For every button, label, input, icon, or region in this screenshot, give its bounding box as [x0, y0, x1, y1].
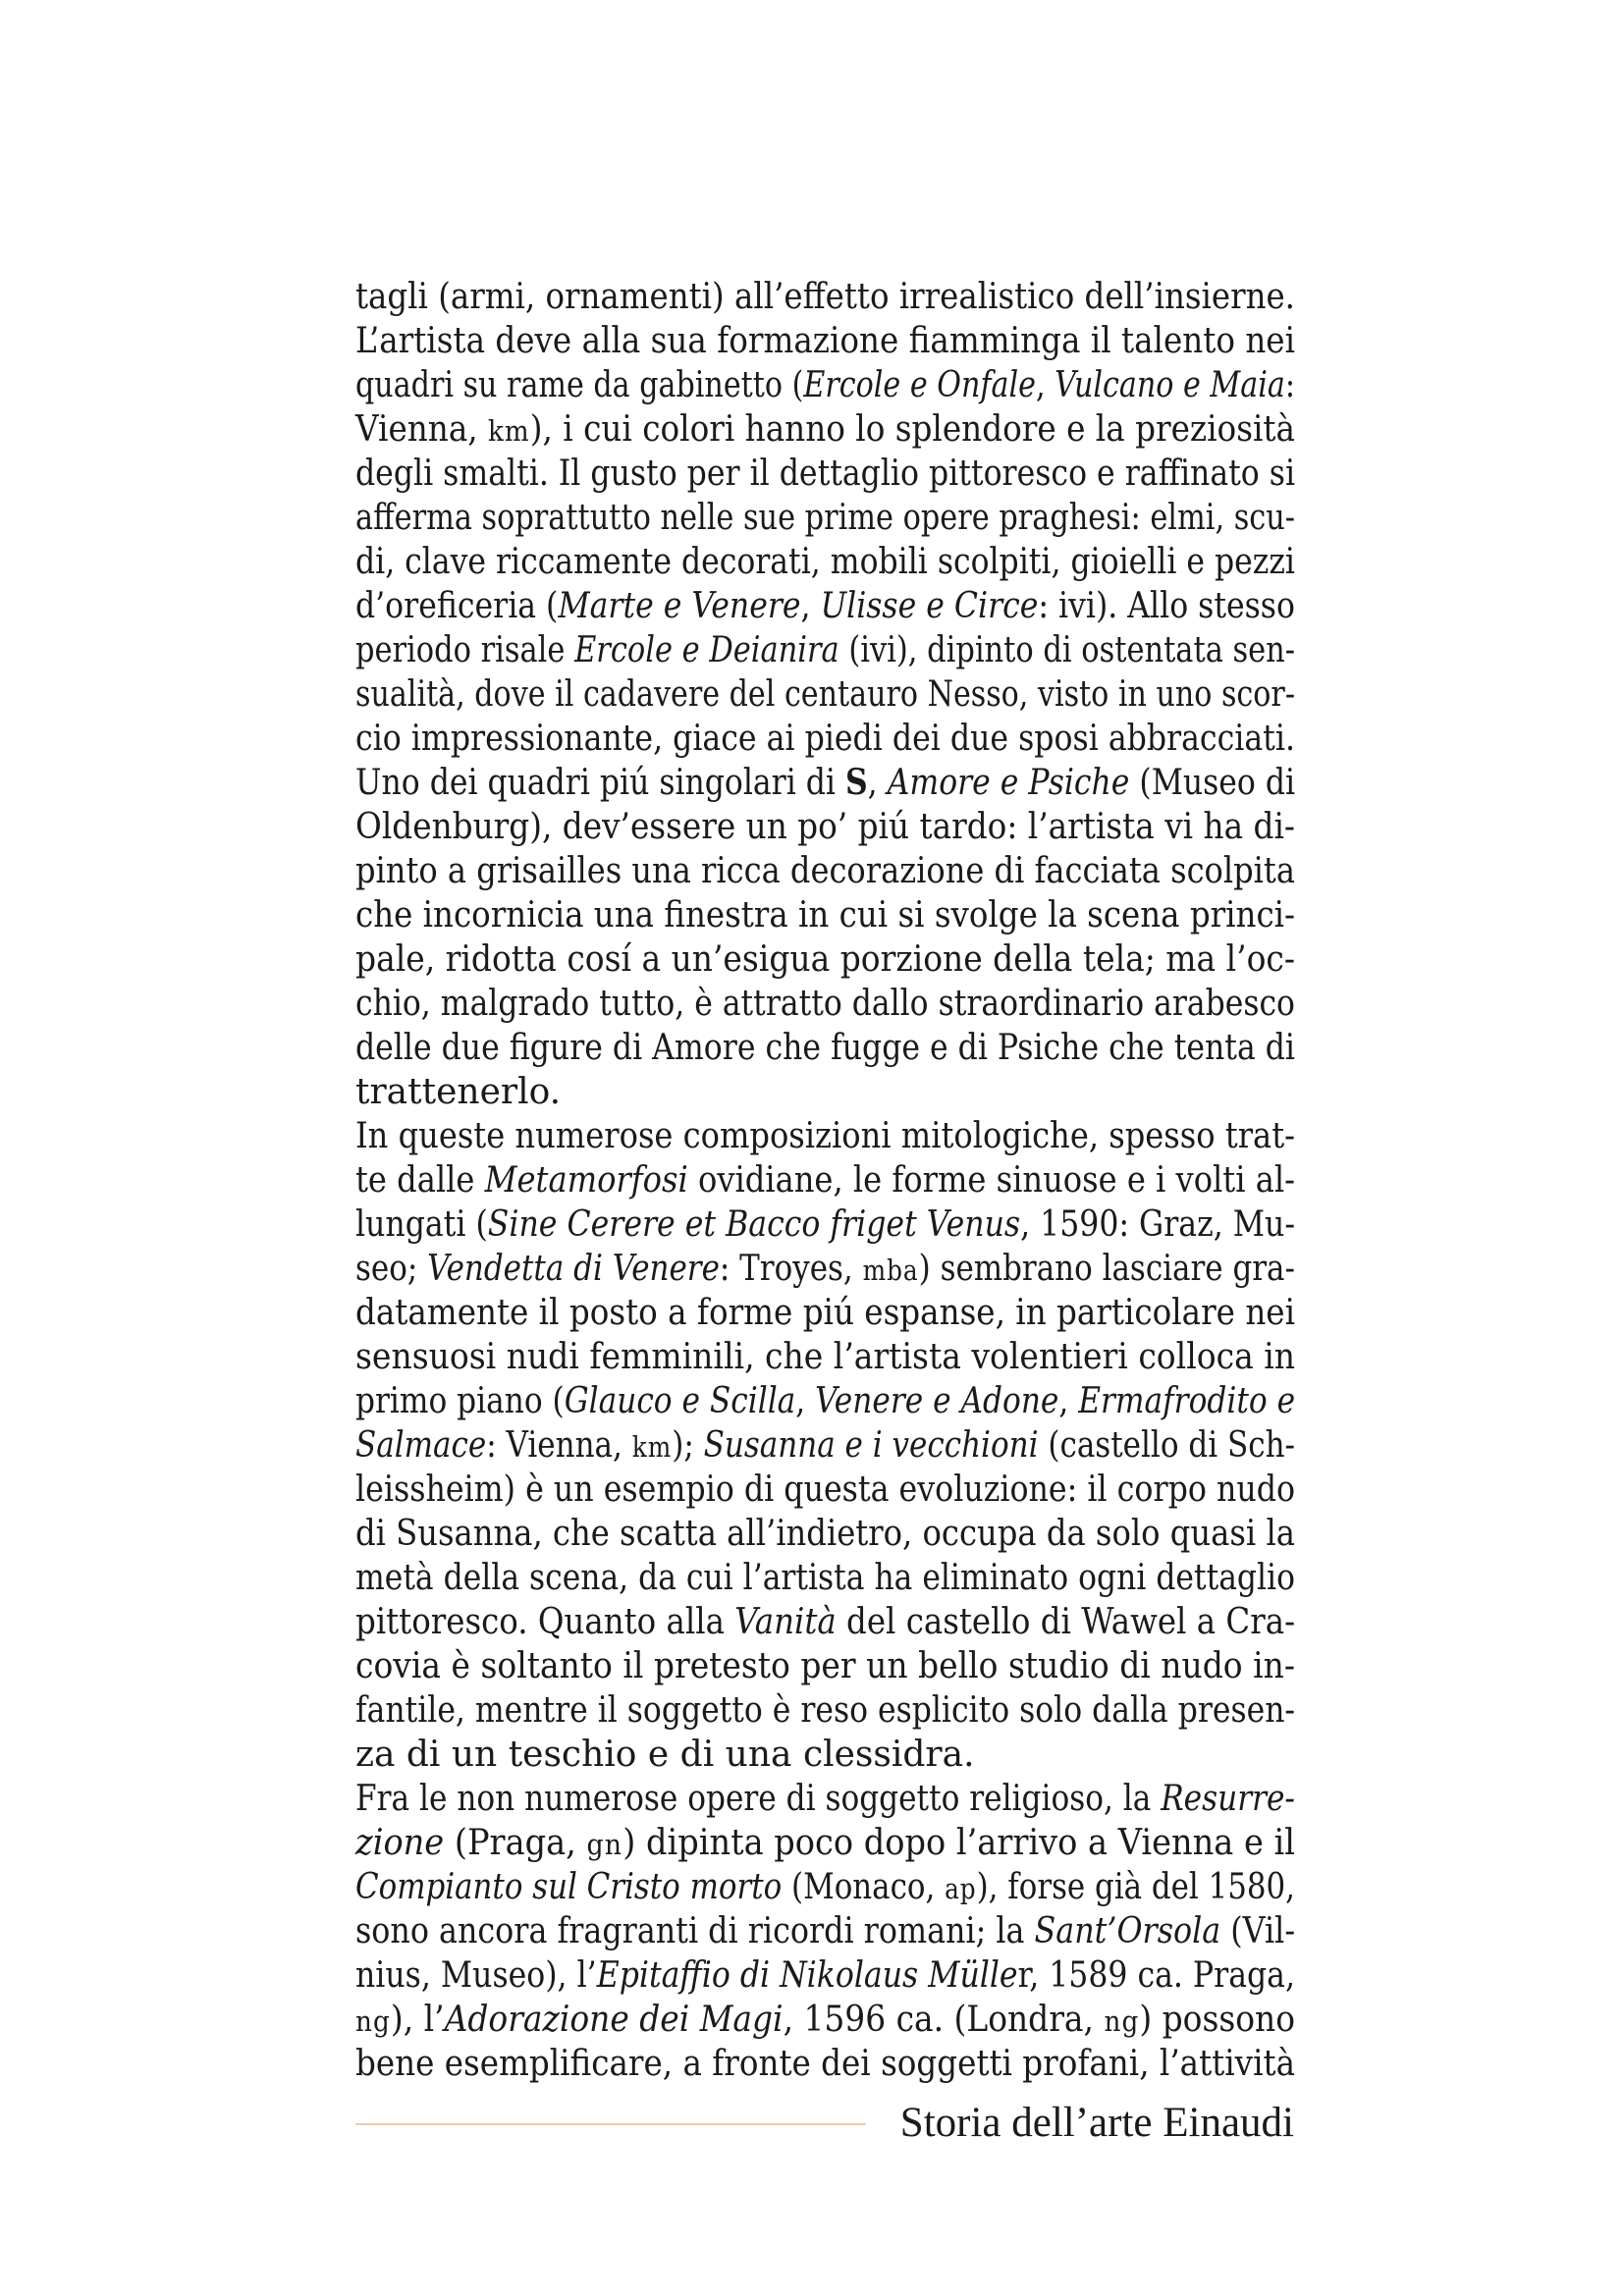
text-line-content	[355, 1556, 1295, 1600]
text-line	[355, 849, 1295, 893]
text-run: di Susanna, che scatta all’indietro, occupa da solo quasi la	[355, 1514, 1295, 1554]
text-run: (Monaco,	[782, 1867, 946, 1907]
text-run: (castello di Sch-	[1038, 1425, 1296, 1466]
text-run: ), forse già del 1580,	[976, 1867, 1296, 1907]
text-run: ) sembrano lasciare gra-	[918, 1249, 1295, 1289]
text-run: seo;	[355, 1249, 428, 1289]
italic-text: Sine Cerere et Bacco friget Venus	[487, 1204, 1021, 1245]
bold-text: S	[844, 762, 868, 803]
abbreviation: ng	[355, 2004, 391, 2038]
text-line-content	[355, 893, 1295, 937]
text-run: bene esemplificare, a fronte dei soggetti profani, l’attività	[355, 2044, 1296, 2084]
text-run: pittoresco. Quanto alla	[355, 1602, 735, 1642]
footer-rule	[355, 2123, 866, 2125]
text-run: za di un teschio e di una clessidra.	[355, 1735, 975, 1775]
text-run: lungati (	[355, 1204, 488, 1245]
text-run: covia è soltanto il pretesto per un bello studio di nudo in-	[355, 1646, 1295, 1686]
text-line-content	[355, 363, 1295, 407]
text-line	[355, 893, 1295, 937]
text-line-content	[355, 849, 1295, 893]
text-run: , 1590: Graz, Mu-	[1020, 1204, 1296, 1245]
text-line-content	[355, 1953, 1295, 1998]
text-line	[355, 1379, 1295, 1423]
text-line	[355, 1865, 1295, 1909]
text-run: In queste numerose composizioni mitologiche, spesso trat-	[355, 1116, 1295, 1156]
text-line	[355, 672, 1295, 717]
text-run: delle due figure di Amore che fugge e di Psiche che tenta di	[355, 1028, 1296, 1068]
italic-text: Epitaffio di Nikolaus Mülle	[596, 1955, 1018, 1996]
text-line-content	[355, 1733, 975, 1777]
text-line-content	[355, 1998, 1295, 2044]
abbreviation: mba	[862, 1254, 919, 1287]
text-line-content	[355, 1909, 1295, 1953]
text-run: ,	[867, 763, 888, 803]
text-line	[355, 452, 1295, 496]
text-line-content	[355, 1644, 1295, 1688]
text-line-content	[355, 1026, 1295, 1070]
italic-text: Ermafrodito e	[1078, 1381, 1296, 1421]
text-run: ,	[1058, 1381, 1079, 1421]
text-line	[355, 1777, 1295, 1821]
text-run: d’oreficeria (	[355, 586, 559, 626]
text-run: Uno dei quadri piú singolari di	[355, 763, 845, 803]
text-run: pinto a grisailles una ricca decorazione di facciata scolpita	[355, 851, 1295, 891]
text-line	[355, 496, 1295, 540]
text-run: ), i cui colori hanno lo splendore e la preziosità	[529, 409, 1295, 450]
italic-text: Salmace	[355, 1425, 487, 1466]
text-line-content	[355, 1114, 1295, 1158]
text-run: degli smalti. Il gusto per il dettaglio pittoresco e raffinato si	[355, 454, 1296, 494]
text-run: di, clave riccamente decorati, mobili scolpiti, gioielli e pezzi	[355, 542, 1295, 582]
text-line-content	[355, 1777, 1295, 1821]
text-line	[355, 1998, 1295, 2042]
italic-text: Ercole e Onfale	[803, 365, 1036, 405]
text-run: tagli (armi, ornamenti) all’effetto irrealistico dell’insierne.	[355, 277, 1296, 317]
text-line-content	[355, 1335, 1295, 1379]
text-run: del castello di Wawel a Cra-	[836, 1602, 1296, 1642]
text-line-content	[355, 1512, 1295, 1556]
italic-text: Vendetta di Venere	[427, 1249, 720, 1289]
abbreviation: km	[631, 1430, 673, 1464]
text-line	[355, 275, 1295, 319]
text-line-content	[355, 628, 1295, 672]
italic-text: Susanna e i vecchioni	[703, 1425, 1039, 1466]
abbreviation: km	[488, 414, 530, 448]
text-line	[355, 1158, 1295, 1202]
text-run: ) possono	[1139, 2000, 1296, 2040]
text-run: sualità, dove il cadavere del centauro Nesso, visto in uno scor-	[355, 674, 1296, 715]
text-line-content	[355, 452, 1295, 496]
text-run: Oldenburg), dev’essere un po’ piú tardo: l’artista vi ha di-	[355, 807, 1295, 847]
text-line-content	[355, 1291, 1295, 1335]
text-run: (Museo di	[1129, 763, 1296, 803]
text-line	[355, 1688, 1295, 1733]
italic-text: Vanità	[734, 1602, 837, 1642]
italic-text: Metamorfosi	[484, 1160, 688, 1201]
text-run: (Praga,	[444, 1823, 587, 1863]
text-run: : ivi). Allo stesso	[1038, 586, 1295, 626]
text-line-content	[355, 407, 1295, 454]
text-line-content	[355, 2042, 1295, 2086]
text-run: , 1596 ca. (Londra,	[783, 2000, 1105, 2040]
text-line-content	[355, 496, 1295, 540]
text-run: metà della scena, da cui l’artista ha eliminato ogni dettaglio	[355, 1558, 1295, 1598]
text-run: nius, Museo), l’	[355, 1955, 597, 1996]
text-run: ), l’	[390, 2000, 445, 2040]
text-run: :	[1284, 365, 1295, 405]
text-run: periodo risale	[355, 630, 575, 670]
italic-text: Adorazione dei Magi	[444, 2000, 784, 2040]
text-line-content	[355, 1865, 1295, 1911]
text-run: ,	[1035, 365, 1055, 405]
text-line	[355, 1202, 1295, 1247]
italic-text: Amore e Psiche	[887, 763, 1130, 803]
text-run: : Troyes,	[719, 1249, 863, 1289]
text-line-content	[355, 1202, 1295, 1247]
text-line-content	[355, 1688, 1295, 1733]
text-run: leissheim) è un esempio di questa evoluzione: il corpo nudo	[355, 1469, 1296, 1510]
text-line	[355, 319, 1295, 363]
text-line-content	[355, 319, 1295, 363]
text-line-content	[355, 982, 1295, 1026]
footer-title: Storia dell’arte Einaudi	[899, 2100, 1294, 2146]
italic-text: Sant’Orsola	[1034, 1911, 1221, 1951]
text-run: primo piano (	[355, 1381, 565, 1421]
text-line	[355, 937, 1295, 982]
abbreviation: ng	[1104, 2004, 1140, 2038]
text-line	[355, 407, 1295, 452]
text-run: trattenerlo.	[355, 1072, 562, 1112]
text-line	[355, 1821, 1295, 1865]
text-line	[355, 1335, 1295, 1379]
text-line	[355, 1909, 1295, 1953]
text-line	[355, 628, 1295, 672]
text-line	[355, 717, 1295, 761]
italic-text: zione	[355, 1823, 445, 1863]
italic-text: Vulcano e Maia	[1055, 365, 1285, 405]
text-line-content	[355, 717, 1295, 761]
text-run: Fra le non numerose opere di soggetto religioso, la	[355, 1779, 1162, 1819]
text-line	[355, 1644, 1295, 1688]
text-line-content	[355, 540, 1295, 584]
text-line	[355, 1600, 1295, 1644]
text-line	[355, 1026, 1295, 1070]
text-line-content	[355, 1423, 1295, 1469]
text-run: ,	[800, 586, 821, 626]
text-line	[355, 761, 1295, 805]
text-run: (ivi), dipinto di ostentata sen-	[839, 630, 1296, 670]
text-line-content	[355, 1379, 1295, 1423]
text-line	[355, 1114, 1295, 1158]
text-run: sensuosi nudi femminili, che l’artista volentieri colloca in	[355, 1337, 1296, 1377]
text-run: r, 1589 ca. Praga,	[1017, 1955, 1295, 1996]
text-run: pale, ridotta cosí a un’esigua porzione della tela; ma l’oc-	[355, 939, 1295, 980]
text-run: sono ancora fragranti di ricordi romani; la	[355, 1911, 1035, 1951]
text-line	[355, 1247, 1295, 1291]
text-line-content	[355, 1821, 1295, 1867]
text-line-content	[355, 1600, 1295, 1644]
text-run: fantile, mentre il soggetto è reso esplicito solo dalla presen-	[355, 1690, 1296, 1731]
text-run: cio impressionante, giace ai piedi dei due sposi abbracciati.	[355, 719, 1296, 759]
text-line	[355, 1953, 1295, 1998]
text-run: L’artista deve alla sua formazione fiamminga il talento nei	[355, 321, 1296, 361]
italic-text: Venere e Adone	[815, 1381, 1059, 1421]
text-run: te dalle	[355, 1160, 485, 1201]
abbreviation: ap	[945, 1872, 977, 1905]
text-line-content	[355, 672, 1295, 717]
text-run: );	[672, 1425, 704, 1466]
text-run: Vienna,	[355, 409, 489, 450]
italic-text: Glauco e Scilla	[564, 1381, 796, 1421]
text-run: (Vil-	[1220, 1911, 1296, 1951]
text-line-content	[355, 761, 1295, 805]
text-line	[355, 540, 1295, 584]
text-line-content	[355, 1158, 1295, 1202]
text-line	[355, 584, 1295, 628]
text-line	[355, 1468, 1295, 1512]
text-line	[355, 2042, 1295, 2086]
text-line-content	[355, 584, 1295, 628]
italic-text: Ercole e Deianira	[574, 630, 839, 670]
text-line	[355, 363, 1295, 407]
text-run: quadri su rame da gabinetto (	[355, 365, 804, 405]
italic-text: Marte e Venere	[558, 586, 801, 626]
text-line-content	[355, 1468, 1295, 1512]
text-run: chio, malgrado tutto, è attratto dallo straordinario arabesco	[355, 984, 1295, 1024]
text-line	[355, 1556, 1295, 1600]
text-line	[355, 982, 1295, 1026]
text-line-content	[355, 937, 1295, 982]
italic-text: Ulisse e Circe	[820, 586, 1039, 626]
text-run: : Vienna,	[486, 1425, 632, 1466]
italic-text: Compianto sul Cristo morto	[355, 1867, 783, 1907]
text-line	[355, 1512, 1295, 1556]
text-line	[355, 1733, 1295, 1777]
text-run: che incornicia una finestra in cui si svolge la scena princi-	[355, 895, 1296, 935]
page-body	[355, 275, 1295, 2086]
text-line-content	[355, 1070, 561, 1114]
text-line	[355, 805, 1295, 849]
text-line	[355, 1291, 1295, 1335]
text-line	[355, 1070, 1295, 1114]
abbreviation: gn	[586, 1828, 623, 1861]
text-run: ovidiane, le forme sinuose e i volti al-	[687, 1160, 1296, 1201]
text-run: afferma soprattutto nelle sue prime opere praghesi: elmi, scu-	[355, 498, 1296, 538]
italic-text: Resurre-	[1161, 1779, 1295, 1819]
text-run: ,	[795, 1381, 816, 1421]
text-run: datamente il posto a forme piú espanse, in particolare nei	[355, 1293, 1296, 1333]
text-line-content	[355, 805, 1295, 849]
text-line-content	[355, 275, 1295, 319]
text-line-content	[355, 1247, 1295, 1293]
text-line	[355, 1423, 1295, 1468]
text-run: ) dipinta poco dopo l’arrivo a Vienna e il	[622, 1823, 1296, 1863]
